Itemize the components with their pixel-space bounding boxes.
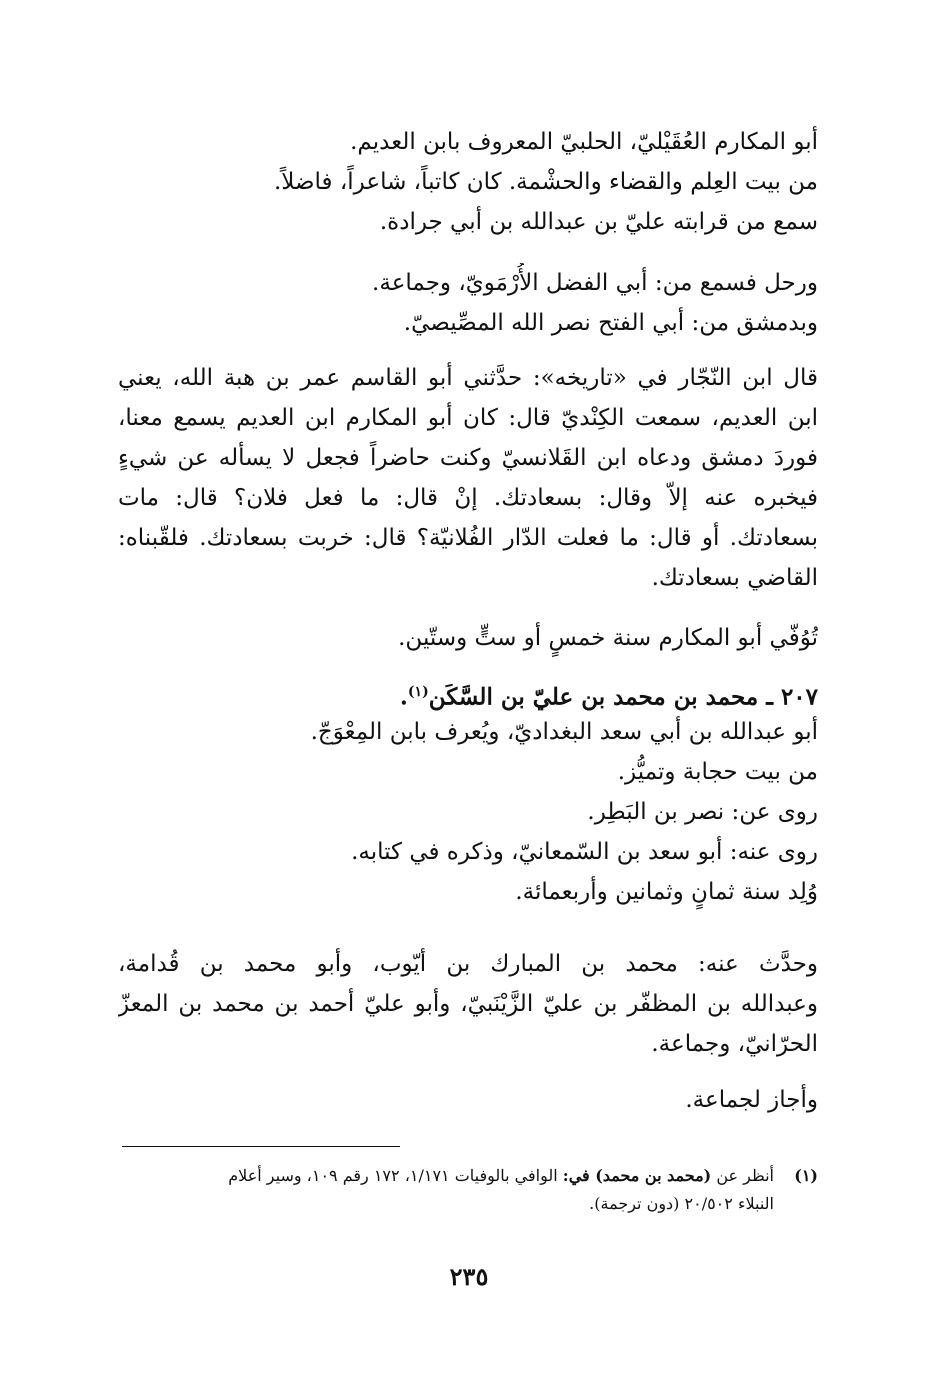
paragraph-anecdote bbox=[118, 358, 818, 598]
footnote-bold-text: (محمد بن محمد) في: bbox=[562, 1166, 712, 1185]
text-line: من بيت العِلم والقضاء والحشْمة. كان كاتباً، شاعراً، فاضلاً. bbox=[273, 169, 818, 195]
footnote-number: (١) bbox=[794, 1166, 818, 1185]
text-line: وبدمشق من: أبي الفتح نصر الله المصِّيصيّ. bbox=[403, 310, 818, 336]
text-line: روى عنه: أبو سعد بن السّمعانيّ، وذكره في كتابه. bbox=[351, 839, 818, 865]
footnote bbox=[88, 1162, 818, 1218]
text-line: وعبدالله بن المظفّر بن عليّ الزَّيْنَبيّ، وأبو عليّ أحمد بن محمد بن المعزّ bbox=[118, 991, 818, 1017]
text-line: أبو عبدالله بن أبي سعد البغداديّ، ويُعرف بابن المِعْوَجّ. bbox=[310, 719, 818, 745]
footnote-line: النبلاء ٢٠/٥٠٢ (دون ترجمة). bbox=[589, 1194, 774, 1213]
paragraph-biography-intro bbox=[118, 122, 818, 242]
paragraph-narrators bbox=[118, 944, 818, 1064]
paragraph-licence bbox=[118, 1080, 818, 1120]
footnote-text: الوافي بالوفيات ١/١٧١، ١٧٢ رقم ١٠٩، وسير أعلام bbox=[228, 1166, 563, 1185]
text-line: وأجاز لجماعة. bbox=[685, 1087, 818, 1113]
text-line: وحدَّث عنه: محمد بن المبارك بن أيّوب، وأبو محمد بن قُدامة، bbox=[118, 951, 818, 977]
footnote-ref: (١) bbox=[407, 684, 429, 700]
text-line: من بيت حجابة وتميُّز. bbox=[617, 759, 818, 785]
paragraph-travels bbox=[118, 263, 818, 343]
text-line: فوردَ دمشق ودعاه ابن القَلانسيّ وكنت حاضراً فجعل لا يسأله عن شيءٍ bbox=[118, 445, 818, 471]
entry-title-end: . bbox=[399, 683, 408, 711]
page-number: ٢٣٥ bbox=[449, 1262, 489, 1291]
text-line: قال ابن النّجّار في «تاريخه»: حدَّثني أبو القاسم عمر بن هبة الله، يعني bbox=[118, 365, 818, 391]
text-line: أبو المكارم العُقَيْليّ، الحلبيّ المعروف بابن العديم. bbox=[350, 129, 818, 155]
text-line: وُلِد سنة ثمانٍ وثمانين وأربعمائة. bbox=[515, 879, 818, 905]
text-line: تُوُفّي أبو المكارم سنة خمسٍ أو ستٍّ وستّين. bbox=[398, 625, 818, 651]
text-line: بسعادتك. أو قال: ما فعلت الدّار الفُلانيّة؟ قال: خربت بسعادتك. فلقّبناه: bbox=[118, 525, 818, 551]
text-line: ورحل فسمع من: أبي الفضل الأُرْمَويّ، وجماعة. bbox=[372, 270, 818, 296]
text-line: سمع من قرابته عليّ بن عبدالله بن أبي جرادة. bbox=[379, 209, 818, 235]
entry-207 bbox=[118, 672, 818, 912]
footnote-line bbox=[88, 1162, 774, 1190]
text-line: ابن العديم، سمعت الكِنْديّ قال: كان أبو المكارم ابن العديم يسمع معنا، bbox=[118, 405, 818, 431]
entry-heading bbox=[118, 672, 818, 712]
footnote-text: أنظر عن bbox=[711, 1166, 774, 1185]
text-line: الحرّانيّ، وجماعة. bbox=[651, 1031, 818, 1057]
text-line: القاضي بسعادتك. bbox=[651, 565, 818, 591]
paragraph-death bbox=[118, 618, 818, 658]
entry-title: ٢٠٧ ـ محمد بن محمد بن عليّ بن السَّكَن bbox=[428, 683, 818, 711]
text-line: فيخبره عنه إلاّ وقال: بسعادتك. إنْ قال: ما فعل فلان؟ قال: مات bbox=[118, 485, 818, 511]
footnote-separator bbox=[122, 1146, 400, 1147]
text-line: روى عن: نصر بن البَطِر. bbox=[587, 799, 818, 825]
